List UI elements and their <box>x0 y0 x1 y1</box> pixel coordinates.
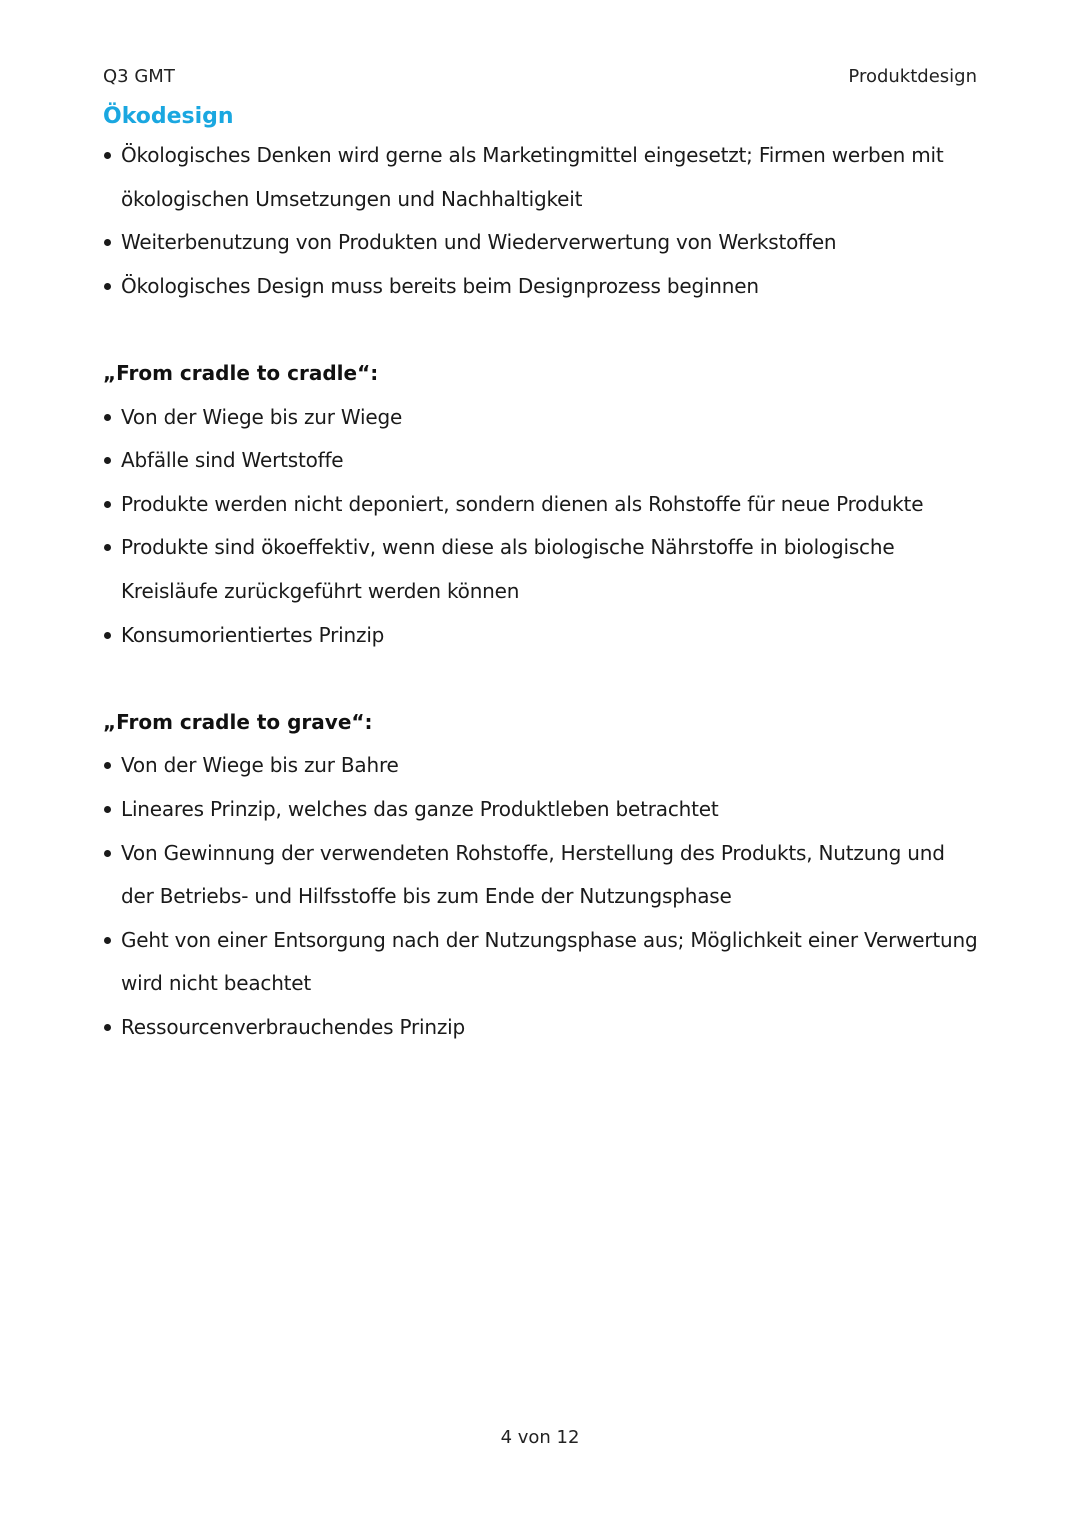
header-subject-label: Produktdesign <box>848 66 977 87</box>
list-item: Ökologisches Denken wird gerne als Marketingmittel eingesetzt; Firmen werben mit ökologischen Umsetzungen und Nachhaltigkeit <box>103 134 978 221</box>
section-spacer <box>103 308 978 352</box>
list-item: Von der Wiege bis zur Wiege <box>103 396 978 440</box>
list-item: Produkte werden nicht deponiert, sondern dienen als Rohstoffe für neue Produkte <box>103 483 978 527</box>
list-item: Ökologisches Design muss bereits beim Designprozess beginnen <box>103 265 978 309</box>
list-item: Lineares Prinzip, welches das ganze Produktleben betrachtet <box>103 788 978 832</box>
list-item: Abfälle sind Wertstoffe <box>103 439 978 483</box>
section-heading-cradle-to-grave: „From cradle to grave“: <box>103 709 373 734</box>
list-item: Konsumorientiertes Prinzip <box>103 614 978 658</box>
list-item: Geht von einer Entsorgung nach der Nutzungsphase aus; Möglichkeit einer Verwertung wird nicht beachtet <box>103 919 978 1006</box>
header-course-label: Q3 GMT <box>103 66 175 87</box>
intro-bullet-list <box>103 134 978 308</box>
list-item: Weiterbenutzung von Produkten und Wiederverwertung von Werkstoffen <box>103 221 978 265</box>
section-spacer <box>103 657 978 701</box>
list-item: Produkte sind ökoeffektiv, wenn diese als biologische Nährstoffe in biologische Kreisläufe zurückgeführt werden können <box>103 526 978 613</box>
page-number: 4 von 12 <box>500 1427 580 1448</box>
list-item: Von Gewinnung der verwendeten Rohstoffe, Herstellung des Produkts, Nutzung und der Betriebs- und Hilfsstoffe bis zum Ende der Nutzungsphase <box>103 832 978 919</box>
page-title: Ökodesign <box>103 104 234 129</box>
page-content <box>103 100 978 1049</box>
section-heading-cradle-to-cradle: „From cradle to cradle“: <box>103 360 379 385</box>
cradle-to-grave-bullet-list <box>103 744 978 1049</box>
list-item: Von der Wiege bis zur Bahre <box>103 744 978 788</box>
cradle-to-cradle-bullet-list <box>103 396 978 658</box>
list-item: Ressourcenverbrauchendes Prinzip <box>103 1006 978 1050</box>
